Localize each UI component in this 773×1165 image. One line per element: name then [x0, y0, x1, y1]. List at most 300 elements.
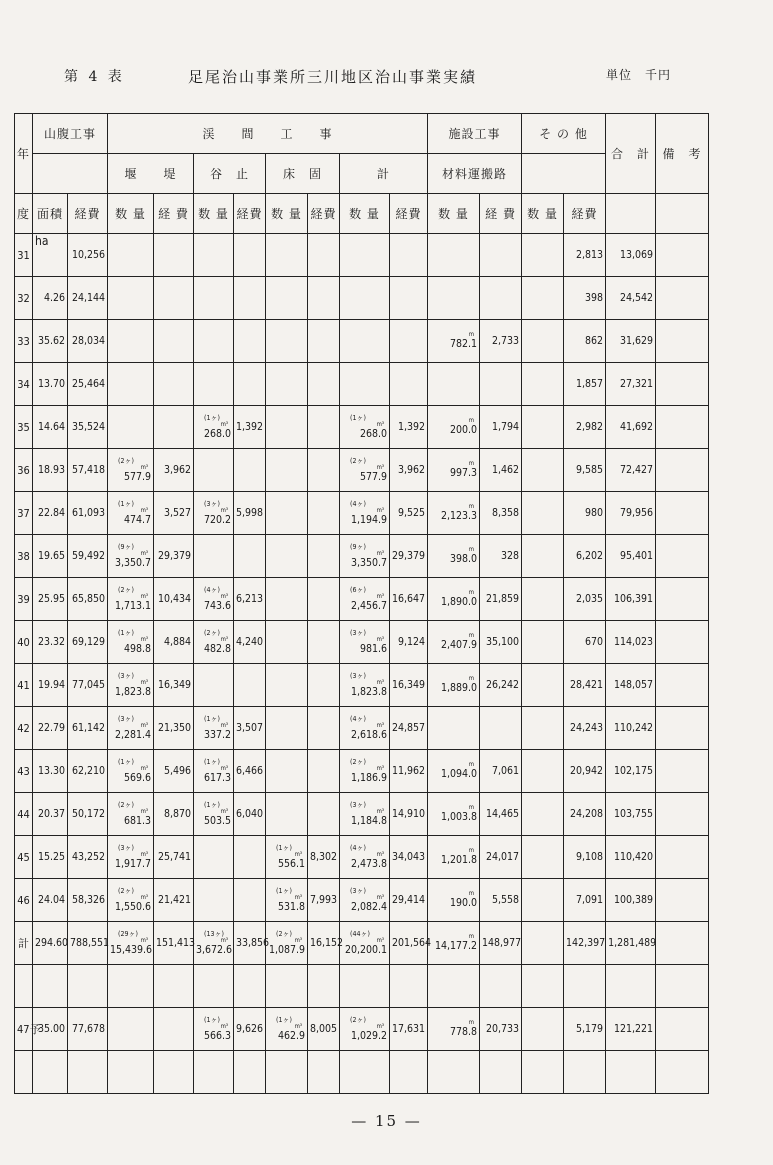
bed-cost-cell: 16,152 — [308, 922, 340, 965]
count-label: (2ヶ) — [118, 586, 134, 594]
unit-label: m — [468, 890, 475, 897]
dam-qty-cell — [108, 492, 154, 535]
bed-cost-cell — [308, 578, 340, 621]
dam-cost-cell: 5,496 — [154, 750, 194, 793]
cost-cell: 65,850 — [68, 578, 108, 621]
count-label: (1ヶ) — [204, 715, 220, 723]
value-label: 14,177.2 — [434, 940, 478, 952]
unit-label: m³ — [140, 937, 149, 944]
dam-qty-cell — [108, 793, 154, 836]
value-label: 268.0 — [359, 428, 388, 440]
sub-cost-cell: 16,647 — [390, 578, 428, 621]
table-row — [15, 449, 709, 492]
cost-cell: 61,093 — [68, 492, 108, 535]
other-qty-cell — [522, 965, 564, 1008]
value-label: 720.2 — [203, 514, 232, 526]
remarks-cell — [656, 1008, 709, 1051]
valley-cost-cell: 4,240 — [234, 621, 266, 664]
unit-label: m — [468, 460, 475, 467]
bed-cost-cell — [308, 363, 340, 406]
other-cost-cell: 7,091 — [564, 879, 606, 922]
other-qty-cell — [522, 363, 564, 406]
table-row — [15, 965, 709, 1008]
unit-label: m³ — [376, 851, 385, 858]
valley-cost-cell: 9,626 — [234, 1008, 266, 1051]
area-cell: 19.65 — [33, 535, 68, 578]
sub-cost-cell: 9,124 — [390, 621, 428, 664]
cost-cell: 50,172 — [68, 793, 108, 836]
table-row — [15, 879, 709, 922]
road-qty-cell — [428, 707, 480, 750]
unit-label: m³ — [294, 894, 303, 901]
unit-label: m³ — [220, 937, 229, 944]
dam-cost-cell: 29,379 — [154, 535, 194, 578]
sub-qty-cell — [340, 1008, 390, 1051]
bed-cost-cell — [308, 406, 340, 449]
total-cell: 114,023 — [606, 621, 656, 664]
unit-label: m³ — [376, 636, 385, 643]
road-header: 材料運搬路 — [428, 154, 522, 194]
count-label: (3ヶ) — [350, 801, 366, 809]
unit-label: m³ — [140, 636, 149, 643]
sub-qty-cell — [340, 836, 390, 879]
page-number: — 15 — — [351, 1112, 422, 1130]
value-label: 3,350.7 — [350, 557, 388, 569]
other-qty-cell — [522, 836, 564, 879]
sub-qty-cell — [340, 922, 390, 965]
year-cell: 39 — [15, 578, 33, 621]
dam-cost-cell — [154, 277, 194, 320]
other-qty-cell — [522, 234, 564, 277]
total-cell: 102,175 — [606, 750, 656, 793]
count-label: (3ヶ) — [350, 887, 366, 895]
area-cell: 15.25 — [33, 836, 68, 879]
total-cell: 24,542 — [606, 277, 656, 320]
valley-cost-cell: 6,040 — [234, 793, 266, 836]
other-qty-cell — [522, 793, 564, 836]
table-row — [15, 406, 709, 449]
road-qty-cell — [428, 277, 480, 320]
sub-qty-cell — [340, 793, 390, 836]
unit-label: m — [468, 503, 475, 510]
unit-label: m³ — [140, 894, 149, 901]
value-label: 577.9 — [123, 471, 152, 483]
unit-label: m³ — [140, 550, 149, 557]
dam-qty-cell — [108, 965, 154, 1008]
value-label: 1,713.1 — [114, 600, 152, 612]
gully-header: 渓 間 工 事 — [108, 114, 428, 154]
year-cell: 43 — [15, 750, 33, 793]
value-label: 2,407.9 — [440, 639, 478, 651]
other-qty-cell — [522, 578, 564, 621]
sub-cost-cell: 17,631 — [390, 1008, 428, 1051]
table-row — [15, 363, 709, 406]
road-qty-cell — [428, 492, 480, 535]
other-cost-cell — [564, 965, 606, 1008]
area-cell: 13.70 — [33, 363, 68, 406]
dam-cost-cell — [154, 234, 194, 277]
other-cost-cell: 28,421 — [564, 664, 606, 707]
dam-cost-cell: 10,434 — [154, 578, 194, 621]
valley-qty-header: 数 量 — [194, 194, 234, 234]
other-cost-cell: 5,179 — [564, 1008, 606, 1051]
value-label: 2,281.4 — [114, 729, 152, 741]
total-cell: 110,242 — [606, 707, 656, 750]
remarks-cell — [656, 492, 709, 535]
road-qty-cell — [428, 406, 480, 449]
value-label: 981.6 — [359, 643, 388, 655]
road-qty-cell — [428, 750, 480, 793]
cost-cell: 61,142 — [68, 707, 108, 750]
unit-label: m³ — [294, 937, 303, 944]
other-cost-cell: 142,397 — [564, 922, 606, 965]
road-cost-cell — [480, 234, 522, 277]
road-cost-cell — [480, 363, 522, 406]
year-cell: 35 — [15, 406, 33, 449]
count-label: (2ヶ) — [118, 887, 134, 895]
bed-qty-cell — [266, 879, 308, 922]
count-label: (1ヶ) — [276, 844, 292, 852]
year-cell: 32 — [15, 277, 33, 320]
bed-qty-cell — [266, 1008, 308, 1051]
value-label: 462.9 — [277, 1030, 306, 1042]
remarks-cell — [656, 750, 709, 793]
bed-cost-cell — [308, 965, 340, 1008]
bed-qty-cell — [266, 793, 308, 836]
count-label: (4ヶ) — [350, 844, 366, 852]
valley-qty-cell — [194, 449, 234, 492]
dam-qty-cell — [108, 449, 154, 492]
area-header: 面積 — [33, 194, 68, 234]
other-cost-cell: 1,857 — [564, 363, 606, 406]
valley-cost-cell — [234, 535, 266, 578]
year-cell: 45 — [15, 836, 33, 879]
count-label: (2ヶ) — [350, 758, 366, 766]
bed-qty-cell — [266, 750, 308, 793]
bed-qty-cell — [266, 449, 308, 492]
road-cost-cell: 1,794 — [480, 406, 522, 449]
sub-qty-cell — [340, 406, 390, 449]
sub-cost-header: 経費 — [390, 194, 428, 234]
valley-qty-cell — [194, 922, 234, 965]
road-cost-cell — [480, 707, 522, 750]
other-qty-cell — [522, 707, 564, 750]
sub-cost-cell — [390, 363, 428, 406]
value-label: 782.1 — [449, 338, 478, 350]
valley-qty-cell — [194, 406, 234, 449]
count-label: (2ヶ) — [276, 930, 292, 938]
other-qty-header: 数 量 — [522, 194, 564, 234]
value-label: 482.8 — [203, 643, 232, 655]
cost-cell: 77,678 — [68, 1008, 108, 1051]
other-cost-cell: 980 — [564, 492, 606, 535]
road-cost-cell: 20,733 — [480, 1008, 522, 1051]
bed-qty-cell — [266, 836, 308, 879]
table-row — [15, 1051, 709, 1094]
dam-qty-cell — [108, 836, 154, 879]
dam-qty-cell — [108, 1008, 154, 1051]
valley-qty-cell — [194, 492, 234, 535]
unit-label: m³ — [140, 593, 149, 600]
cost-cell: 77,045 — [68, 664, 108, 707]
value-label: 3,350.7 — [114, 557, 152, 569]
dam-cost-header: 経 費 — [154, 194, 194, 234]
road-qty-cell — [428, 449, 480, 492]
bed-cost-cell — [308, 234, 340, 277]
remarks-cell — [656, 535, 709, 578]
value-label: 617.3 — [203, 772, 232, 784]
other-cost-cell: 24,208 — [564, 793, 606, 836]
cost-cell: 57,418 — [68, 449, 108, 492]
other-cost-cell: 24,243 — [564, 707, 606, 750]
sub-cost-cell: 29,414 — [390, 879, 428, 922]
count-label: (3ヶ) — [118, 672, 134, 680]
value-label: 1,550.6 — [114, 901, 152, 913]
road-cost-cell — [480, 965, 522, 1008]
unit-label: m³ — [140, 679, 149, 686]
road-qty-cell — [428, 1008, 480, 1051]
year-cell — [15, 965, 33, 1008]
dam-cost-cell — [154, 363, 194, 406]
road-cost-header: 経 費 — [480, 194, 522, 234]
sub-qty-cell — [340, 621, 390, 664]
valley-qty-cell — [194, 664, 234, 707]
unit-label: m — [468, 675, 475, 682]
dam-qty-cell — [108, 621, 154, 664]
count-label: (1ヶ) — [118, 629, 134, 637]
bed-qty-cell — [266, 363, 308, 406]
unit-label: m³ — [294, 851, 303, 858]
road-qty-cell — [428, 922, 480, 965]
table-row — [15, 750, 709, 793]
count-label: (1ヶ) — [204, 801, 220, 809]
count-label: (44ヶ) — [350, 930, 370, 938]
other-cost-cell: 20,942 — [564, 750, 606, 793]
dam-cost-cell: 3,527 — [154, 492, 194, 535]
remarks-cell — [656, 1051, 709, 1094]
bed-qty-cell — [266, 492, 308, 535]
bed-qty-header: 数 量 — [266, 194, 308, 234]
other-qty-cell — [522, 879, 564, 922]
total-header: 合 計 — [606, 114, 656, 194]
dam-cost-cell: 21,421 — [154, 879, 194, 922]
unit-label: m³ — [220, 765, 229, 772]
valley-cost-cell — [234, 836, 266, 879]
hillside-header: 山腹工事 — [33, 114, 108, 154]
sub-cost-cell: 24,857 — [390, 707, 428, 750]
total-cell: 106,391 — [606, 578, 656, 621]
valley-header: 谷 止 — [194, 154, 266, 194]
unit-label: m — [468, 331, 475, 338]
other-qty-cell — [522, 320, 564, 363]
dam-qty-cell — [108, 535, 154, 578]
count-label: (2ヶ) — [204, 629, 220, 637]
remarks-cell — [656, 621, 709, 664]
value-label: 20,200.1 — [344, 944, 388, 956]
valley-qty-cell — [194, 1008, 234, 1051]
sub-cost-cell: 14,910 — [390, 793, 428, 836]
road-cost-cell: 5,558 — [480, 879, 522, 922]
bed-qty-cell — [266, 234, 308, 277]
table-row — [15, 836, 709, 879]
count-label: (3ヶ) — [350, 672, 366, 680]
sub-cost-cell: 34,043 — [390, 836, 428, 879]
other-qty-cell — [522, 277, 564, 320]
total-blank — [606, 194, 656, 234]
total-cell: 27,321 — [606, 363, 656, 406]
value-label: 577.9 — [359, 471, 388, 483]
value-label: 778.8 — [449, 1026, 478, 1038]
unit-label: m³ — [220, 507, 229, 514]
value-label: 681.3 — [123, 815, 152, 827]
value-label: 1,186.9 — [350, 772, 388, 784]
other-qty-cell — [522, 535, 564, 578]
dam-qty-cell — [108, 879, 154, 922]
remarks-header: 備 考 — [656, 114, 709, 194]
valley-qty-cell — [194, 535, 234, 578]
value-label: 1,087.9 — [268, 944, 306, 956]
total-cell: 110,420 — [606, 836, 656, 879]
remarks-cell — [656, 707, 709, 750]
results-table — [14, 113, 709, 1094]
value-label: 503.5 — [203, 815, 232, 827]
sub-qty-cell — [340, 492, 390, 535]
area-cell: 18.93 — [33, 449, 68, 492]
subtotal-header: 計 — [340, 154, 428, 194]
road-cost-cell: 328 — [480, 535, 522, 578]
remarks-cell — [656, 449, 709, 492]
valley-qty-cell — [194, 750, 234, 793]
other-cost-cell: 2,813 — [564, 234, 606, 277]
valley-cost-header: 経費 — [234, 194, 266, 234]
count-label: (2ヶ) — [350, 1016, 366, 1024]
sub-cost-cell: 201,564 — [390, 922, 428, 965]
road-cost-cell — [480, 277, 522, 320]
other-qty-cell — [522, 492, 564, 535]
valley-qty-cell — [194, 234, 234, 277]
bed-cost-header: 経費 — [308, 194, 340, 234]
other-cost-cell — [564, 1051, 606, 1094]
dam-cost-cell — [154, 320, 194, 363]
other-cost-cell: 9,585 — [564, 449, 606, 492]
bed-qty-cell — [266, 320, 308, 363]
table-row — [15, 793, 709, 836]
total-cell — [606, 1051, 656, 1094]
value-label: 15,439.6 — [110, 944, 153, 956]
remarks-cell — [656, 320, 709, 363]
unit-label: m³ — [376, 722, 385, 729]
count-label: (6ヶ) — [350, 586, 366, 594]
cost-cell: 62,210 — [68, 750, 108, 793]
bed-cost-cell — [308, 535, 340, 578]
unit-label: m³ — [140, 851, 149, 858]
valley-cost-cell — [234, 277, 266, 320]
road-qty-cell — [428, 535, 480, 578]
cost-cell: 24,144 — [68, 277, 108, 320]
other-cost-cell: 2,982 — [564, 406, 606, 449]
count-label: (1ヶ) — [204, 758, 220, 766]
table-row — [15, 234, 709, 277]
valley-cost-cell: 33,856 — [234, 922, 266, 965]
sub-cost-cell: 1,392 — [390, 406, 428, 449]
remarks-cell — [656, 879, 709, 922]
cost-cell: 25,464 — [68, 363, 108, 406]
road-qty-header: 数 量 — [428, 194, 480, 234]
cost-cell: 788,551 — [68, 922, 108, 965]
road-qty-cell — [428, 578, 480, 621]
bed-cost-cell: 8,302 — [308, 836, 340, 879]
count-label: (1ヶ) — [118, 500, 134, 508]
bed-cost-cell — [308, 707, 340, 750]
dam-cost-cell — [154, 1051, 194, 1094]
unit-label: m³ — [294, 1023, 303, 1030]
dam-qty-cell — [108, 320, 154, 363]
valley-qty-cell — [194, 1051, 234, 1094]
other-qty-cell — [522, 750, 564, 793]
unit-label: m³ — [220, 808, 229, 815]
count-label: (3ヶ) — [350, 629, 366, 637]
year-cell — [15, 1051, 33, 1094]
valley-qty-cell — [194, 965, 234, 1008]
sub-qty-cell — [340, 449, 390, 492]
table-row — [15, 578, 709, 621]
road-cost-cell: 2,733 — [480, 320, 522, 363]
table-row — [15, 621, 709, 664]
road-cost-cell: 148,977 — [480, 922, 522, 965]
unit-label: m — [468, 804, 475, 811]
count-label: (3ヶ) — [118, 715, 134, 723]
area-cell — [33, 1051, 68, 1094]
road-cost-cell: 26,242 — [480, 664, 522, 707]
sub-qty-cell — [340, 707, 390, 750]
road-qty-cell — [428, 234, 480, 277]
unit-label: m³ — [140, 808, 149, 815]
hillside-blank — [33, 154, 108, 194]
sub-cost-cell — [390, 234, 428, 277]
unit-label: m — [468, 847, 475, 854]
value-label: 2,618.6 — [350, 729, 388, 741]
total-cell: 1,281,489 — [606, 922, 656, 965]
total-cell: 41,692 — [606, 406, 656, 449]
unit-label: m — [468, 632, 475, 639]
value-label: 997.3 — [449, 467, 478, 479]
unit-label: m³ — [376, 894, 385, 901]
unit-label: m³ — [220, 1023, 229, 1030]
value-label: 2,456.7 — [350, 600, 388, 612]
area-cell: 294.60 — [33, 922, 68, 965]
bed-qty-cell — [266, 664, 308, 707]
remarks-cell — [656, 363, 709, 406]
road-qty-cell — [428, 793, 480, 836]
value-label: 531.8 — [277, 901, 306, 913]
value-label: 556.1 — [277, 858, 306, 870]
bed-cost-cell — [308, 492, 340, 535]
dam-cost-cell: 21,350 — [154, 707, 194, 750]
value-label: 2,123.3 — [440, 510, 478, 522]
unit-label: m³ — [140, 464, 149, 471]
count-label: (2ヶ) — [118, 457, 134, 465]
remarks-cell — [656, 234, 709, 277]
valley-cost-cell: 6,213 — [234, 578, 266, 621]
road-cost-cell: 8,358 — [480, 492, 522, 535]
other-cost-header: 経費 — [564, 194, 606, 234]
dam-cost-cell: 3,962 — [154, 449, 194, 492]
total-cell: 79,956 — [606, 492, 656, 535]
sub-qty-cell — [340, 234, 390, 277]
value-label: 569.6 — [123, 772, 152, 784]
unit-label: m³ — [376, 507, 385, 514]
count-label: (9ヶ) — [350, 543, 366, 551]
